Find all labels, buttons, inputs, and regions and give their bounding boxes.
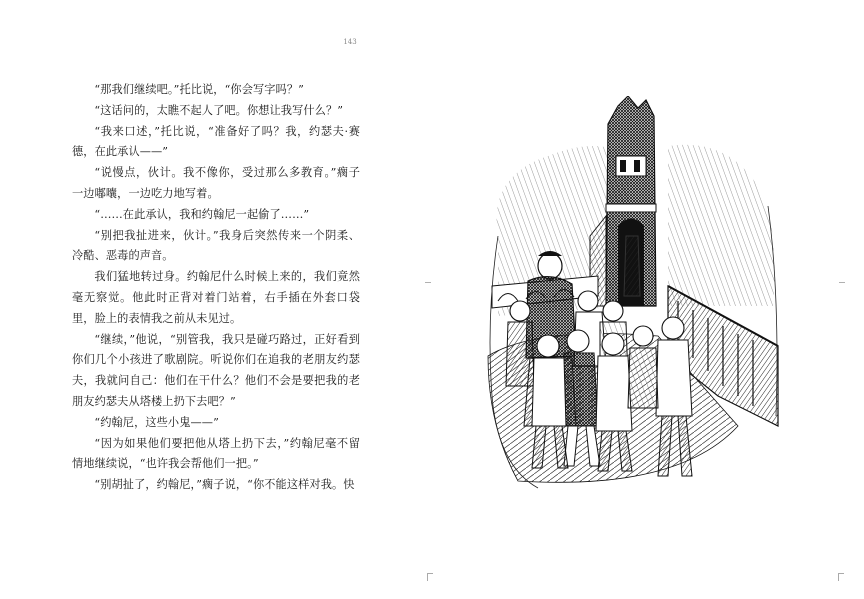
page-number: 143: [343, 38, 357, 46]
text-column: [72, 80, 360, 496]
paragraph: “我来口述，”托比说，“准备好了吗？我，约瑟夫·赛德，在此承认——”: [72, 124, 360, 159]
rooftop-illustration: [478, 96, 786, 496]
paragraph: “……在此承认，我和约翰尼一起偷了……”: [94, 207, 310, 221]
paragraph: “约翰尼，这些小鬼——”: [94, 415, 219, 429]
paragraph: “继续，”他说，“别管我，我只是碰巧路过，正好看到你们几个小孩进了歌剧院。听说你们在追我的老朋友约瑟夫，我就问自己：他们在干什么？他们不会是要把我的老朋友约瑟夫从塔楼上扔下去吧？”: [72, 332, 360, 408]
paragraph: “别把我扯进来，伙计。”我身后突然传来一个阴柔、冷酷、恶毒的声音。: [72, 228, 360, 263]
paragraph: “这话问的，太瞧不起人了吧。你想让我写什么？”: [94, 103, 344, 117]
crop-mark-left: [425, 282, 431, 283]
crop-mark-right: [839, 282, 845, 283]
paragraph: “别胡扯了，约翰尼，”瘸子说，“你不能这样对我。快: [94, 478, 355, 492]
crop-mark-bottom-left: [427, 573, 433, 581]
paragraph: “说慢点，伙计。我不像你，受过那么多教育。”瘸子一边嘟囔，一边吃力地写着。: [72, 166, 360, 200]
paragraph: “那我们继续吧。”托比说，“你会写字吗？”: [94, 83, 304, 96]
paragraph: “因为如果他们要把他从塔上扔下去，”约翰尼毫不留情地继续说，“也许我会帮他们一把。”: [72, 436, 360, 471]
crop-mark-bottom-right: [838, 573, 844, 581]
paragraph: 我们猛地转过身。约翰尼什么时候上来的，我们竟然毫无察觉。他此时正背对着门站着，右手插在外套口袋里，脸上的表情我之前从未见过。: [72, 270, 360, 325]
